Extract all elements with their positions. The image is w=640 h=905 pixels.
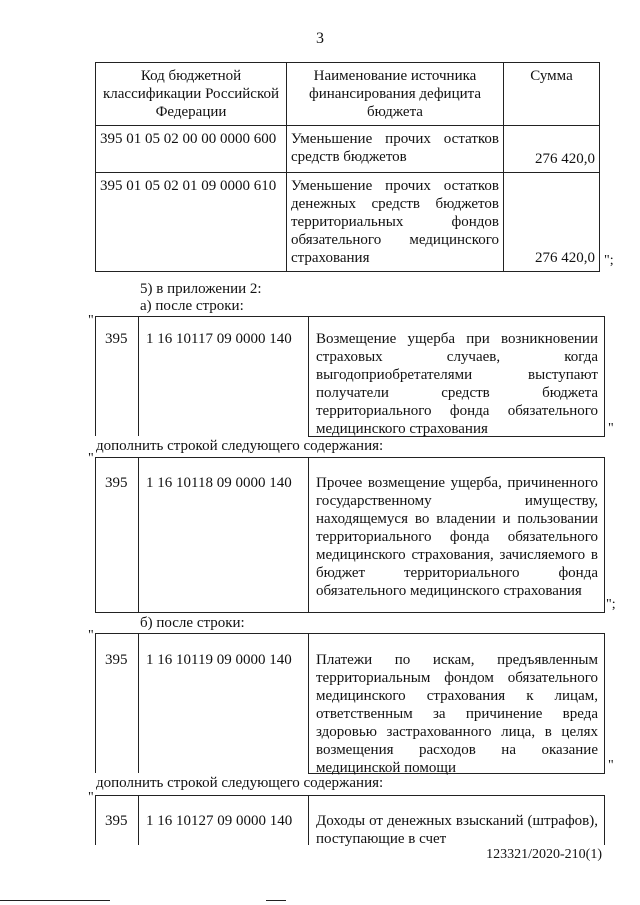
income-code: 1 16 10119 09 0000 140 xyxy=(146,652,292,668)
open-quote: " xyxy=(88,628,94,643)
rule xyxy=(604,795,605,845)
table-header-row xyxy=(96,63,600,126)
paragraph-5: 5) в приложении 2: xyxy=(140,281,262,297)
open-quote: " xyxy=(88,313,94,328)
rule xyxy=(604,633,605,773)
page-number: 3 xyxy=(316,30,324,47)
row-sum: 276 420,0 xyxy=(504,173,600,272)
income-name: Возмещение ущерба при возникновении страховых случаев, когда выгодоприобретателями выступают получатели средств бюджета территориального фонда обязательного медицинского страхования xyxy=(316,331,598,437)
close-quote: "; xyxy=(606,597,616,612)
admin-code: 395 xyxy=(105,331,128,347)
rule xyxy=(604,457,605,612)
header-code: Код бюджетной классификации Российской Федерации xyxy=(96,63,287,126)
rule xyxy=(95,795,605,796)
row-name: Уменьшение прочих остатков средств бюджетов xyxy=(287,126,504,173)
rule xyxy=(95,457,605,458)
rule xyxy=(308,457,309,612)
rule xyxy=(308,795,309,845)
row-code: 395 01 05 02 00 00 0000 600 xyxy=(96,126,287,173)
add-line: дополнить строкой следующего содержания: xyxy=(96,775,384,791)
rule xyxy=(95,316,96,436)
rule xyxy=(95,316,605,317)
rule xyxy=(308,316,309,436)
row-sum: 276 420,0 xyxy=(504,126,600,173)
footer-rule xyxy=(266,900,286,901)
row-code: 395 01 05 02 01 09 0000 610 xyxy=(96,173,287,272)
paragraph-b: б) после строки: xyxy=(140,615,245,631)
rule xyxy=(604,316,605,436)
income-name: Прочее возмещение ущерба, причиненного государственному имуществу, находящемуся во владении и пользовании территориального фонда обязательного медицинского страхования, зачисляемого в бюджет территориального фонда обязательного медицинского страхования xyxy=(316,475,598,599)
income-code: 1 16 10118 09 0000 140 xyxy=(146,475,292,491)
document-number: 123321/2020-210(1) xyxy=(486,847,602,862)
rule xyxy=(138,633,139,773)
rule xyxy=(95,612,605,613)
rule xyxy=(138,457,139,612)
table-row xyxy=(96,126,600,173)
income-code: 1 16 10127 09 0000 140 xyxy=(146,813,293,829)
rule xyxy=(95,795,96,845)
sources-table xyxy=(95,62,600,272)
rule xyxy=(95,457,96,612)
admin-code: 395 xyxy=(105,475,128,491)
rule xyxy=(138,795,139,845)
admin-code: 395 xyxy=(105,652,128,668)
header-sum: Сумма xyxy=(504,63,600,126)
income-name: Платежи по искам, предъявленным территориальным фондом обязательного медицинского страхования к лицам, ответственным за причинение вреда здоровью застрахованного лица, в целях возмещения расходов на оказание медицинской помощи xyxy=(316,652,598,776)
open-quote: " xyxy=(88,790,94,805)
close-quote: " xyxy=(608,421,614,436)
close-quote: " xyxy=(608,758,614,773)
income-name: Доходы от денежных взысканий (штрафов), поступающие в счет xyxy=(316,813,598,847)
paragraph-a: а) после строки: xyxy=(140,298,244,314)
open-quote: " xyxy=(88,451,94,466)
admin-code: 395 xyxy=(105,813,128,829)
rule xyxy=(95,633,96,773)
rule xyxy=(95,633,605,634)
rule xyxy=(308,633,309,773)
header-name: Наименование источника финансирования дефицита бюджета xyxy=(287,63,504,126)
rule xyxy=(138,316,139,436)
footer-rule xyxy=(0,900,110,901)
add-line: дополнить строкой следующего содержания: xyxy=(96,438,384,454)
closing-quote: "; xyxy=(604,253,614,268)
table-row xyxy=(96,173,600,272)
income-code: 1 16 10117 09 0000 140 xyxy=(146,331,292,347)
row-name: Уменьшение прочих остатков денежных средств бюджетов территориальных фондов обязательного медицинского страхования xyxy=(287,173,504,272)
